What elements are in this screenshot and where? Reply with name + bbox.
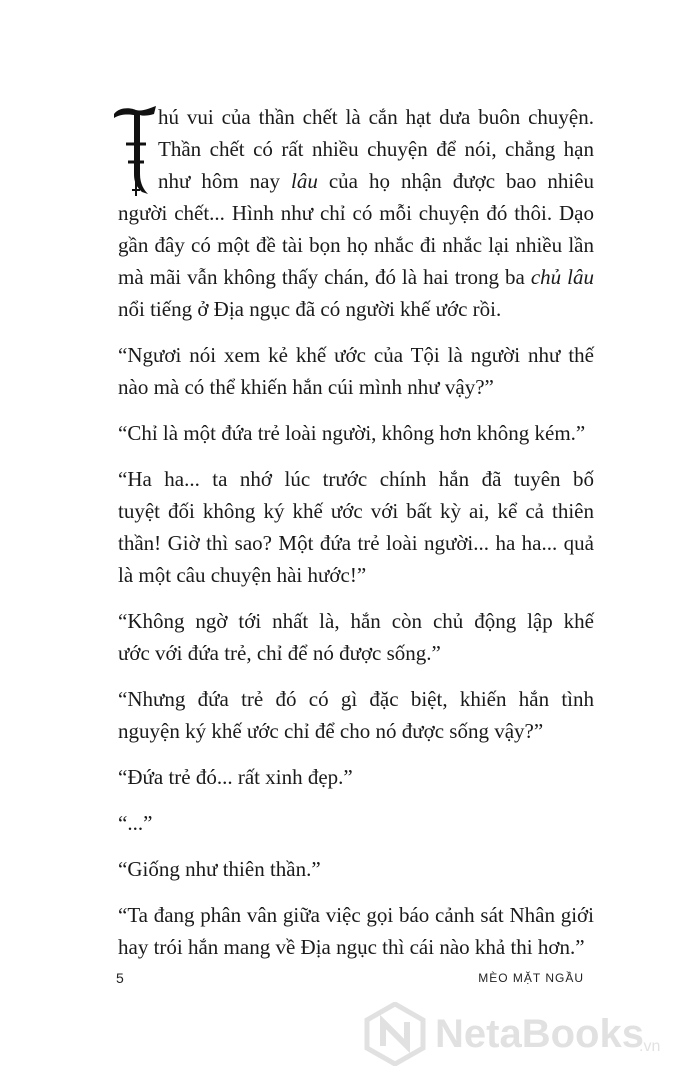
text-line: “Ha ha... ta nhớ lúc trước chính hắn đã tuyên bố	[118, 467, 594, 491]
text-line: “Không ngờ tới nhất là, hắn còn chủ động lập khế	[118, 609, 594, 633]
text-line: “...”	[118, 811, 153, 835]
watermark	[363, 1000, 683, 1070]
text-line: Thần chết có rất nhiều chuyện để nói, chẳng hạn	[158, 137, 594, 161]
italic-term: lâu	[291, 169, 318, 193]
text-line: nào mà có thể khiến hắn cúi mình như vậy?”	[118, 375, 494, 399]
text-line: thần! Giờ thì sao? Một đứa trẻ loài người... ha ha... quả	[118, 531, 594, 555]
paragraph	[118, 853, 594, 885]
body-text	[118, 101, 594, 977]
text-line: gần đây có một đề tài bọn họ nhắc đi nhắc lại nhiều lần	[118, 233, 594, 257]
running-title: MÈO MẶT NGẦU	[478, 971, 584, 985]
paragraph	[118, 761, 594, 793]
paragraph	[118, 463, 594, 591]
text-line: “Chỉ là một đứa trẻ loài người, không hơn không kém.”	[118, 421, 586, 445]
watermark-suffix: .vn	[639, 1038, 661, 1055]
paragraph	[118, 807, 594, 839]
page-number: 5	[116, 970, 124, 986]
paragraph	[118, 899, 594, 963]
text-line: “Giống như thiên thần.”	[118, 857, 321, 881]
text-line: như hôm nay lâu của họ nhận được bao nhiêu	[158, 169, 594, 193]
text-line: tuyệt đối không ký khế ước với bất kỳ ai, kể cả thiên	[118, 499, 594, 523]
italic-term: chủ lâu	[530, 265, 594, 289]
netabooks-logo-icon	[363, 1002, 427, 1066]
text-line: là một câu chuyện hài hước!”	[118, 563, 367, 587]
text-line: ước với đứa trẻ, chỉ để nó được sống.”	[118, 641, 441, 665]
text-line: nguyện ký khế ước chỉ để cho nó được sống vậy?”	[118, 719, 544, 743]
text-line: mà mãi vẫn không thấy chán, đó là hai trong ba chủ lâu	[118, 265, 594, 289]
paragraph	[118, 605, 594, 669]
text-line: người chết... Hình như chỉ có mỗi chuyện đó thôi. Dạo	[118, 201, 594, 225]
text-line: “Đứa trẻ đó... rất xinh đẹp.”	[118, 765, 353, 789]
text-line: hú vui của thần chết là cắn hạt dưa buôn chuyện.	[158, 105, 594, 129]
paragraph	[118, 101, 594, 325]
paragraph	[118, 417, 594, 449]
text-line: “Ngươi nói xem kẻ khế ước của Tội là người như thế	[118, 343, 594, 367]
text-line: hay trói hắn mang về Địa ngục thì cái nào khả thi hơn.”	[118, 935, 585, 959]
watermark-brand: NetaBooks	[435, 1012, 644, 1056]
paragraph	[118, 683, 594, 747]
text-line: nổi tiếng ở Địa ngục đã có người khế ước rồi.	[118, 297, 502, 321]
paragraph	[118, 339, 594, 403]
text-line: “Ta đang phân vân giữa việc gọi báo cảnh sát Nhân giới	[118, 903, 594, 927]
text-line: “Nhưng đứa trẻ đó có gì đặc biệt, khiến hắn tình	[118, 687, 594, 711]
